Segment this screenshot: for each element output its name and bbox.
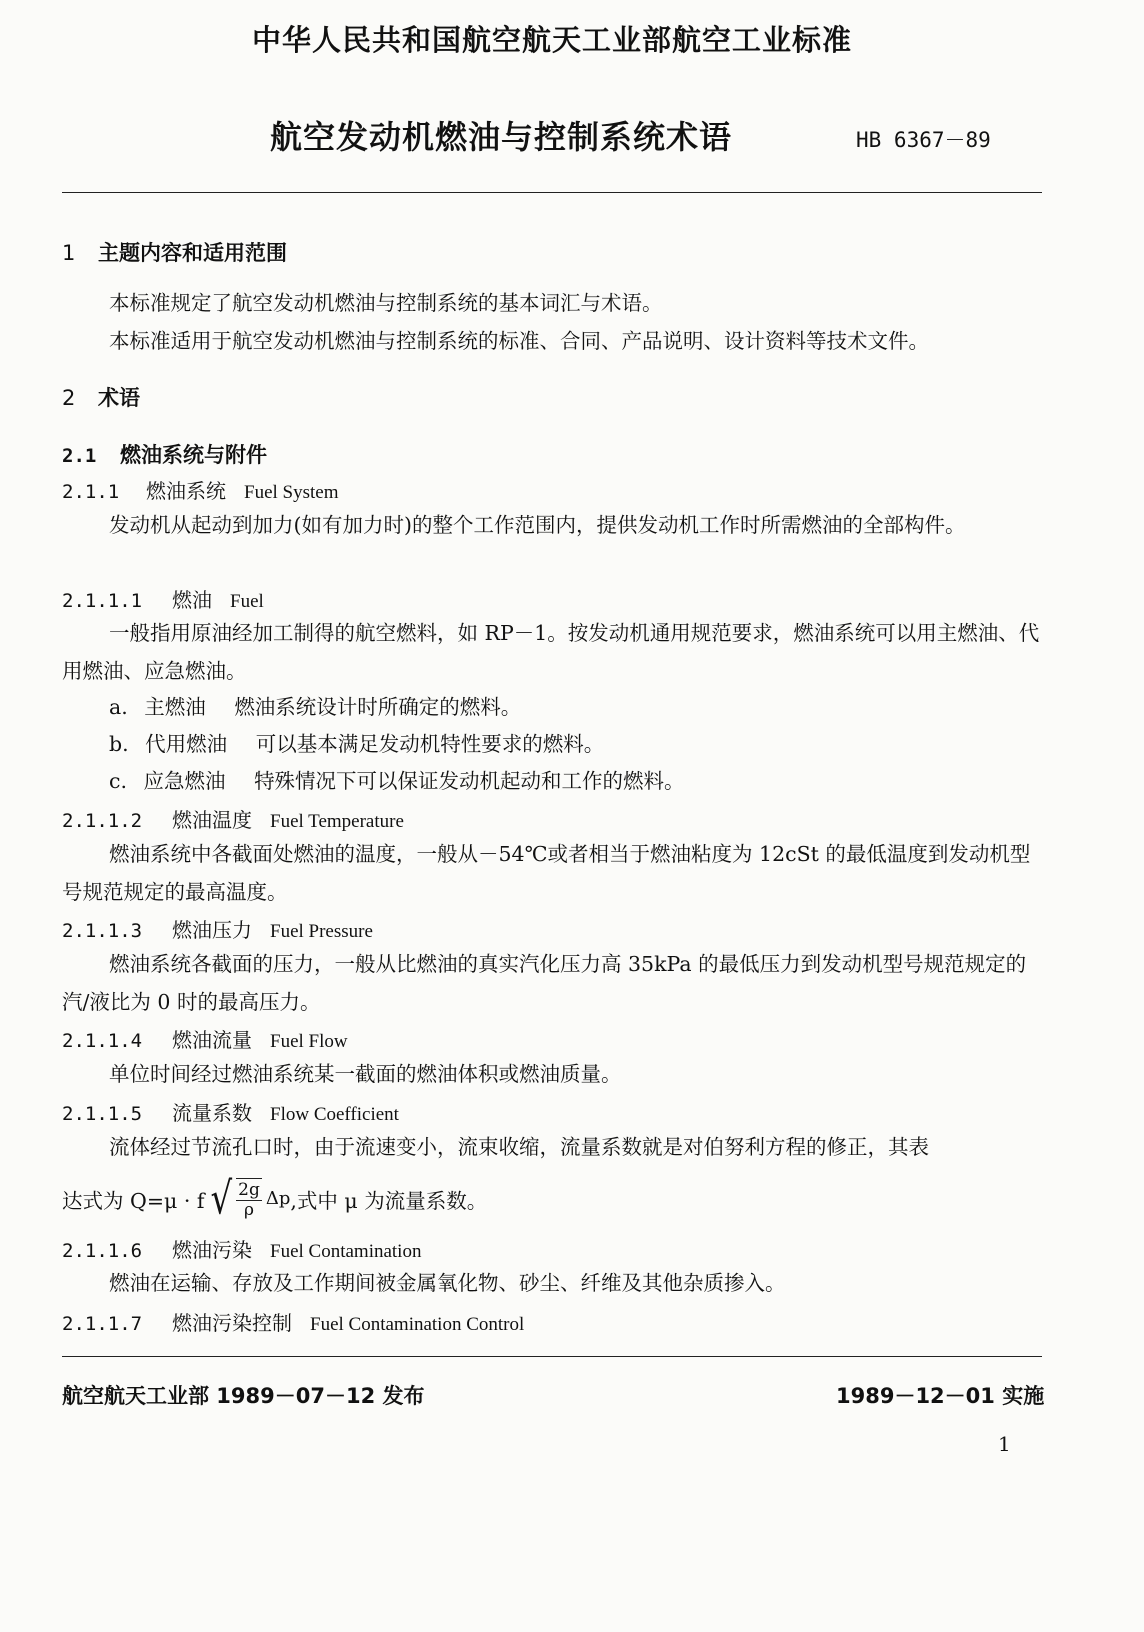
term-heading-2-1-1-2 — [62, 804, 404, 833]
footer-rule — [62, 1356, 1042, 1357]
flow-coefficient-formula — [62, 1172, 488, 1225]
term-number: 2.1.1 — [62, 481, 120, 503]
term-definition-2-1-1: 发动机从起动到加力(如有加力时)的整个工作范围内，提供发动机工作时所需燃油的全部构件。 — [109, 513, 966, 537]
term-heading-2-1-1 — [62, 475, 338, 504]
term-heading-2-1-1-1 — [62, 584, 264, 613]
term-english: Fuel Contamination Control — [310, 1314, 525, 1335]
formula-fraction — [236, 1178, 262, 1219]
term-chinese: 燃油 — [172, 588, 212, 612]
item-text: 特殊情况下可以保证发动机起动和工作的燃料。 — [254, 769, 685, 793]
term-definition-2-1-1-4: 单位时间经过燃油系统某一截面的燃油体积或燃油质量。 — [109, 1062, 622, 1086]
term-chinese: 流量系数 — [172, 1101, 252, 1125]
section-2-heading — [62, 382, 140, 412]
term-number: 2.1.1.6 — [62, 1240, 143, 1262]
term-heading-2-1-1-3 — [62, 914, 373, 943]
item-label: a. — [109, 695, 128, 719]
item-term: 应急燃油 — [143, 769, 226, 793]
term-heading-2-1-1-4 — [62, 1024, 348, 1053]
page-number: 1 — [998, 1432, 1011, 1456]
term-definition-2-1-1-6: 燃油在运输、存放及工作期间被金属氧化物、砂尘、纤维及其他杂质掺入。 — [109, 1271, 786, 1295]
section-1-number: 1 — [62, 241, 76, 265]
formula-suffix: ,式中 μ 为流量系数。 — [290, 1188, 488, 1213]
term-english: Flow Coefficient — [270, 1104, 399, 1125]
item-term: 主燃油 — [144, 695, 206, 719]
term-number: 2.1.1.4 — [62, 1030, 143, 1052]
formula-numerator: 2g — [238, 1180, 260, 1200]
subsection-2-1-heading — [62, 439, 267, 469]
header-rule — [62, 192, 1042, 193]
subsection-2-1-number: 2.1 — [62, 445, 97, 467]
term-definition-2-1-1-1: 一般指用原油经加工制得的航空燃料，如 RP－1。按发动机通用规范要求，燃油系统可以用主燃油、代用燃油、应急燃油。 — [62, 621, 1040, 683]
formula-denominator: ρ — [243, 1199, 254, 1220]
document-title: 航空发动机燃油与控制系统术语 — [270, 118, 733, 156]
item-text: 燃油系统设计时所确定的燃料。 — [234, 695, 522, 719]
term-definition-2-1-1-3: 燃油系统各截面的压力，一般从比燃油的真实汽化压力高 35kPa 的最低压力到发动机型号规范规定的汽/液比为 0 时的最高压力。 — [62, 952, 1027, 1014]
term-english: Fuel Flow — [270, 1031, 348, 1052]
term-heading-2-1-1-7 — [62, 1307, 524, 1336]
item-label: b. — [109, 732, 129, 756]
term-chinese: 燃油污染控制 — [172, 1311, 292, 1335]
section-1-heading — [62, 237, 287, 267]
term-number: 2.1.1.1 — [62, 590, 143, 612]
issue-date: 航空航天工业部 1989－07－12 发布 — [62, 1384, 425, 1408]
square-root-icon: √ — [210, 1172, 233, 1225]
term-english: Fuel Pressure — [270, 921, 373, 942]
term-chinese: 燃油温度 — [172, 808, 252, 832]
term-english: Fuel Contamination — [270, 1241, 422, 1262]
subsection-2-1-title: 燃油系统与附件 — [120, 443, 267, 467]
term-number: 2.1.1.3 — [62, 920, 143, 942]
term-english: Fuel — [230, 591, 264, 612]
item-label: c. — [109, 769, 127, 793]
term-chinese: 燃油污染 — [172, 1238, 252, 1262]
term-chinese: 燃油流量 — [172, 1028, 252, 1052]
term-english: Fuel Temperature — [270, 811, 404, 832]
fuel-type-item-a — [109, 688, 521, 726]
effective-date: 1989－12－01 实施 — [836, 1384, 1045, 1408]
term-heading-2-1-1-5 — [62, 1097, 399, 1126]
item-term: 代用燃油 — [145, 732, 228, 756]
fuel-type-item-c — [109, 762, 685, 800]
section-2-number: 2 — [62, 386, 76, 410]
issuing-authority: 中华人民共和国航空航天工业部航空工业标准 — [251, 23, 852, 57]
section-2-title: 术语 — [98, 386, 140, 410]
term-number: 2.1.1.2 — [62, 810, 143, 832]
fuel-type-item-b — [109, 725, 604, 763]
term-chinese: 燃油系统 — [146, 479, 226, 503]
section-1-title: 主题内容和适用范围 — [98, 241, 287, 265]
section-1-para-2: 本标准适用于航空发动机燃油与控制系统的标准、合同、产品说明、设计资料等技术文件。 — [109, 329, 929, 353]
term-chinese: 燃油压力 — [172, 918, 252, 942]
term-number: 2.1.1.5 — [62, 1103, 143, 1125]
term-english: Fuel System — [244, 482, 339, 503]
term-definition-2-1-1-2: 燃油系统中各截面处燃油的温度，一般从－54℃或者相当于燃油粘度为 12cSt 的最低温度到发动机型号规范规定的最高温度。 — [62, 842, 1031, 904]
term-heading-2-1-1-6 — [62, 1234, 421, 1263]
formula-delta-p: Δp — [265, 1188, 291, 1210]
term-definition-2-1-1-5: 流体经过节流孔口时，由于流速变小，流束收缩，流量系数就是对伯努利方程的修正，其表 — [109, 1135, 929, 1159]
section-1-para-1: 本标准规定了航空发动机燃油与控制系统的基本词汇与术语。 — [109, 291, 663, 315]
formula-prefix: 达式为 Q=μ · f — [62, 1188, 205, 1213]
standard-code: HB 6367－89 — [856, 128, 991, 152]
term-number: 2.1.1.7 — [62, 1313, 143, 1335]
item-text: 可以基本满足发动机特性要求的燃料。 — [255, 732, 605, 756]
